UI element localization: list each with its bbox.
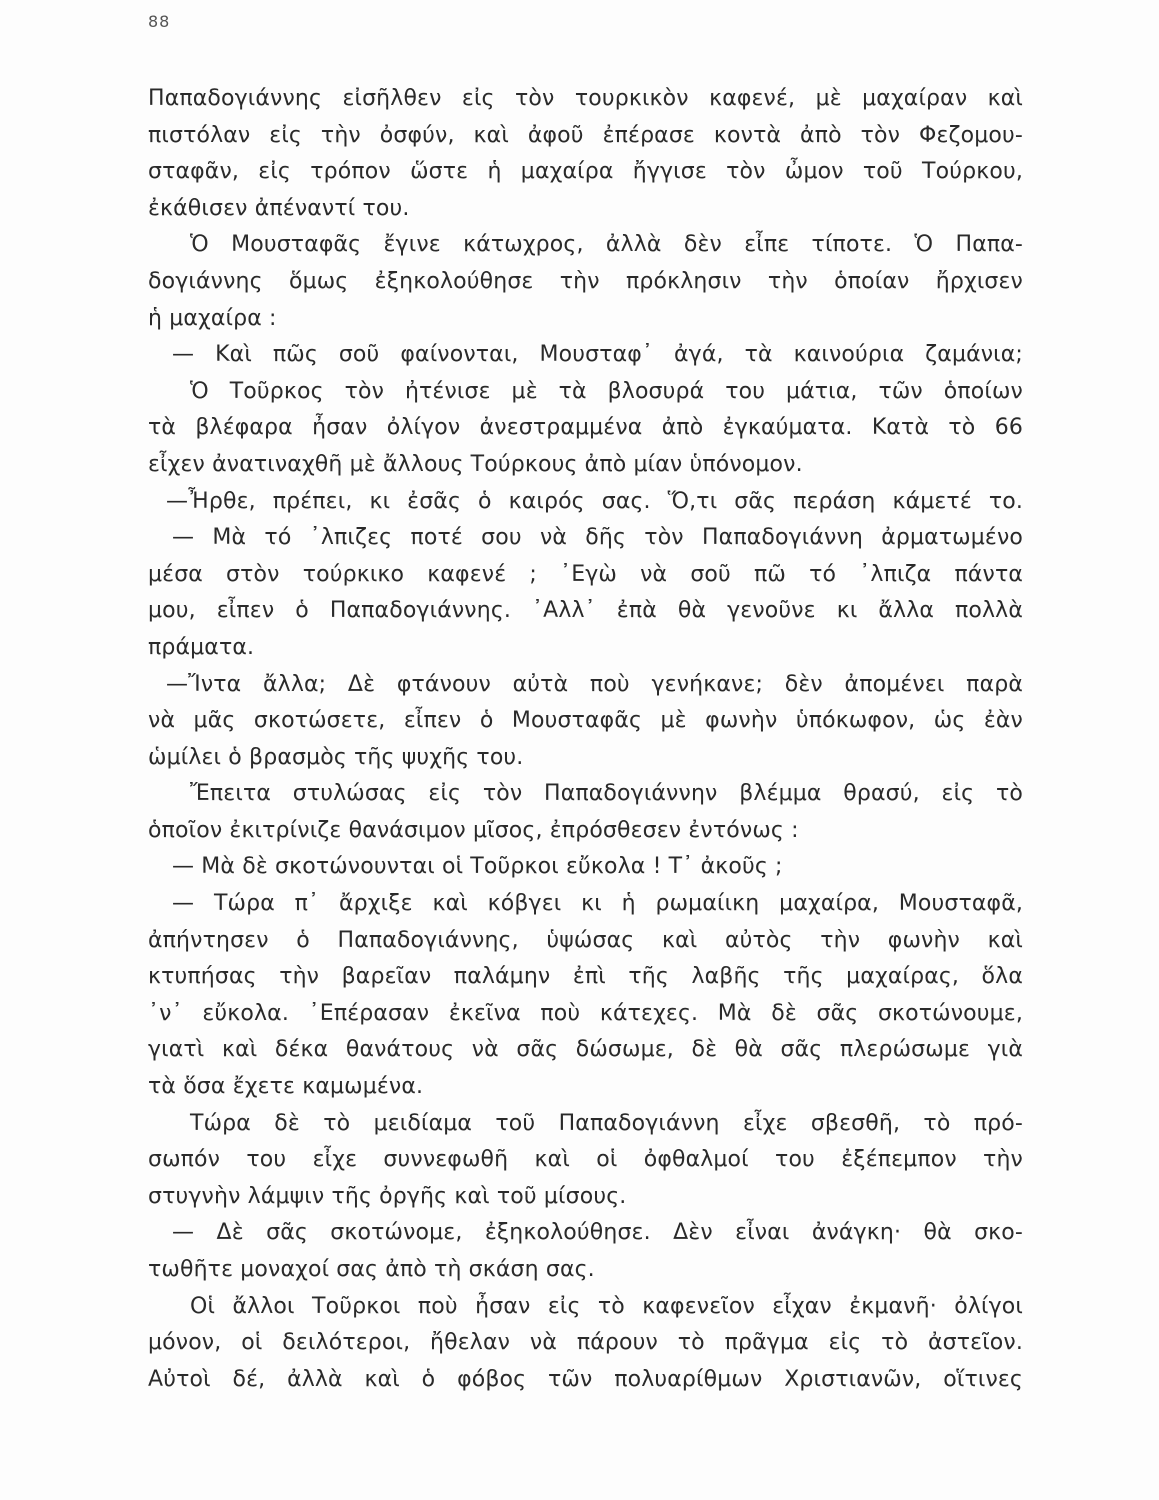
text-line: Τώρα δὲ τὸ μειδίαμα τοῦ Παπαδογιάννη εἶχε σβεσθῆ, τὸ πρό-	[190, 1110, 1023, 1136]
text-line: — Καὶ πῶς σοῦ φαίνονται, Μουσταφ᾽ ἀγά, τὰ καινούρια ζαμάνια;	[172, 342, 1023, 368]
text-line: — Μὰ τό ᾽λπιζες ποτέ σου νὰ δῆς τὸν Παπαδογιάννη ἀρματωμένο	[172, 525, 1023, 551]
text-line: πιστόλαν εἰς τὴν ὀσφύν, καὶ ἀφοῦ ἐπέρασε κοντὰ ἀπὸ τὸν Φεζομου-	[148, 122, 1023, 148]
text-line: — Μὰ δὲ σκοτώνουνται οἱ Τοῦρκοι εὔκολα ! Τ᾽ ἀκοῦς ;	[172, 854, 783, 880]
text-line: μόνον, οἱ δειλότεροι, ἤθελαν νὰ πάρουν τὸ πρᾶγμα εἰς τὸ ἀστεῖον.	[148, 1330, 1023, 1356]
text-line: ὡμίλει ὁ βρασμὸς τῆς ψυχῆς του.	[148, 744, 524, 770]
text-line: —Ἴντα ἄλλα; Δὲ φτάνουν αὐτὰ ποὺ γενήκανε; δὲν ἀπομένει παρὰ	[166, 671, 1023, 697]
text-line: Αὐτοὶ δέ, ἀλλὰ καὶ ὁ φόβος τῶν πολυαρίθμων Χριστιανῶν, οἵτινες	[148, 1366, 1023, 1392]
text-line: Παπαδογιάννης εἰσῆλθεν εἰς τὸν τουρκικὸν καφενέ, μὲ μαχαίραν καὶ	[148, 86, 1023, 111]
text-line: τὰ βλέφαρα ἦσαν ὀλίγον ἀνεστραμμένα ἀπὸ ἐγκαύματα. Κατὰ τὸ 66	[148, 415, 1023, 441]
text-line: Ἔπειτα στυλώσας εἰς τὸν Παπαδογιάννην βλέμμα θρασύ, εἰς τὸ	[190, 781, 1023, 807]
text-line: εἶχεν ἀνατιναχθῆ μὲ ἄλλους Τούρκους ἀπὸ μίαν ὑπόνομον.	[148, 451, 803, 477]
text-line: ἡ μαχαίρα :	[148, 305, 277, 331]
body-text	[148, 81, 1023, 1398]
text-line: ἐκάθισεν ἀπέναντί του.	[148, 195, 410, 221]
text-line: τωθῆτε μοναχοί σας ἀπὸ τὴ σκάση σας.	[148, 1257, 595, 1282]
text-line: πράματα.	[148, 634, 255, 660]
text-line: ὁποῖον ἐκιτρίνιζε θανάσιμον μῖσος, ἐπρόσθεσεν ἐντόνως :	[148, 817, 799, 843]
text-line: —Ἦρθε, πρέπει, κι ἐσᾶς ὁ καιρός σας. Ὅ,τι σᾶς περάση κάμετέ το.	[166, 488, 1023, 514]
text-line: Ὁ Μουσταφᾶς ἔγινε κάτωχρος, ἀλλὰ δὲν εἶπε τίποτε. Ὁ Παπα-	[190, 232, 1023, 258]
page-number: 88	[148, 12, 171, 31]
text-line: Ὁ Τοῦρκος τὸν ἠτένισε μὲ τὰ βλοσυρά του μάτια, τῶν ὁποίων	[190, 378, 1023, 404]
text-line: νὰ μᾶς σκοτώσετε, εἶπεν ὁ Μουσταφᾶς μὲ φωνὴν ὑπόκωφον, ὡς ἐὰν	[148, 708, 1023, 734]
text-line: μου, εἶπεν ὁ Παπαδογιάννης. ᾽Αλλ᾽ ἐπὰ θὰ γενοῦνε κι ἄλλα πολλὰ	[148, 598, 1023, 624]
text-line: Οἱ ἄλλοι Τοῦρκοι ποὺ ἦσαν εἰς τὸ καφενεῖον εἶχαν ἐκμανῆ· ὀλίγοι	[190, 1293, 1023, 1319]
text-line: — Τώρα π᾽ ἄρχιξε καὶ κόβγει κι ἡ ρωμαίικη μαχαίρα, Μουσταφᾶ,	[172, 891, 1023, 917]
text-line: κτυπήσας τὴν βαρεῖαν παλάμην ἐπὶ τῆς λαβῆς τῆς μαχαίρας, ὅλα	[148, 964, 1023, 990]
text-line: — Δὲ σᾶς σκοτώνομε, ἐξηκολούθησε. Δὲν εἶναι ἀνάγκη· θὰ σκο-	[172, 1220, 1023, 1246]
text-line: γιατὶ καὶ δέκα θανάτους νὰ σᾶς δώσωμε, δὲ θὰ σᾶς πλερώσωμε γιὰ	[148, 1037, 1023, 1063]
text-line: σταφᾶν, εἰς τρόπον ὥστε ἡ μαχαίρα ἤγγισε τὸν ὦμον τοῦ Τούρκου,	[148, 159, 1023, 185]
text-line: σωπόν του εἶχε συννεφωθῆ καὶ οἱ ὀφθαλμοί του ἐξέπεμπον τὴν	[148, 1147, 1023, 1173]
text-line: τὰ ὅσα ἔχετε καμωμένα.	[148, 1074, 424, 1100]
text-line: στυγνὴν λάμψιν τῆς ὀργῆς καὶ τοῦ μίσους.	[148, 1183, 627, 1209]
text-line: ᾽ν᾽ εὔκολα. ᾽Επέρασαν ἐκεῖνα ποὺ κάτεχες. Μὰ δὲ σᾶς σκοτώνουμε,	[148, 1000, 1023, 1026]
text-line: μέσα στὸν τούρκικο καφενέ ; ᾽Εγὼ νὰ σοῦ πῶ τό ᾽λπιζα πάντα	[148, 561, 1023, 587]
text-line: δογιάννης ὅμως ἐξηκολούθησε τὴν πρόκλησιν τὴν ὁποίαν ἤρχισεν	[148, 268, 1023, 294]
text-line: ἀπήντησεν ὁ Παπαδογιάννης, ὑψώσας καὶ αὐτὸς τὴν φωνὴν καὶ	[148, 927, 1023, 953]
